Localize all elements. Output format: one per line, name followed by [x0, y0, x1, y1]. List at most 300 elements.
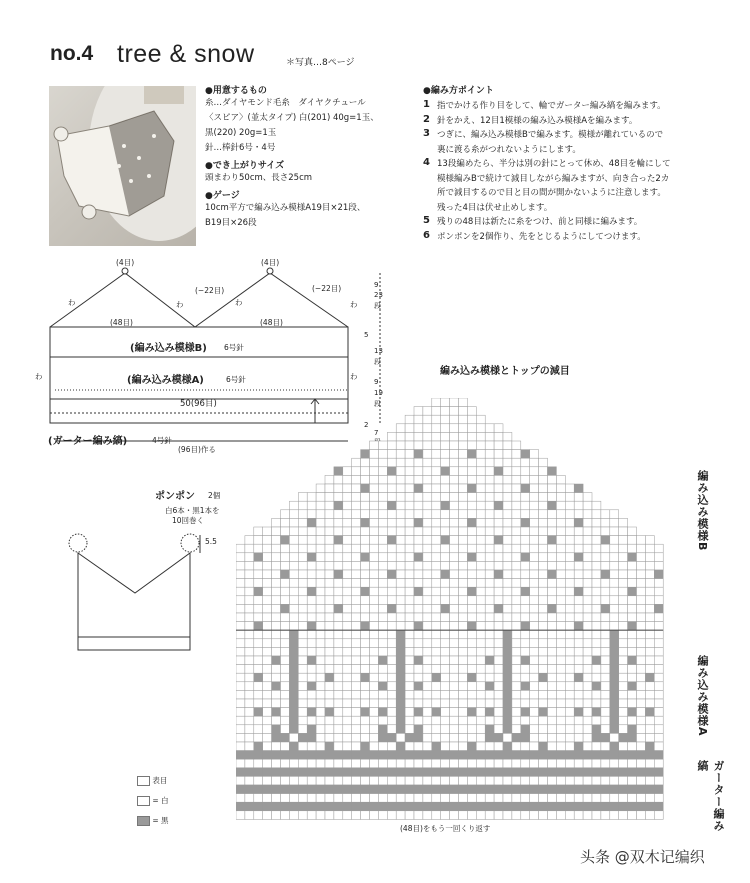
chart-cell	[521, 450, 530, 459]
chart-cell	[263, 802, 272, 811]
chart-cell	[610, 553, 619, 562]
chart-cell	[325, 776, 334, 785]
chart-cell	[583, 639, 592, 648]
chart-cell	[548, 647, 557, 656]
chart-cell	[361, 536, 370, 545]
chart-cell	[476, 587, 485, 596]
chart-cell	[601, 682, 610, 691]
chart-cell	[467, 553, 476, 562]
chart-cell	[432, 794, 441, 803]
chart-cell	[654, 579, 663, 588]
chart-cell	[423, 432, 432, 441]
chart-cell	[628, 725, 637, 734]
chart-cell	[485, 570, 494, 579]
chart-cell	[610, 690, 619, 699]
chart-cell	[610, 725, 619, 734]
chart-cell	[459, 776, 468, 785]
chart-cell	[298, 733, 307, 742]
chart-cell	[574, 682, 583, 691]
chart-cell	[396, 484, 405, 493]
chart-cell	[272, 570, 281, 579]
chart-cell	[352, 708, 361, 717]
chart-cell	[548, 794, 557, 803]
chart-cell	[654, 794, 663, 803]
chart-cell	[476, 785, 485, 794]
point-number: 5	[423, 215, 430, 226]
chart-cell	[298, 536, 307, 545]
chart-cell	[289, 811, 298, 820]
chart-cell	[583, 613, 592, 622]
chart-cell	[565, 673, 574, 682]
chart-cell	[414, 751, 423, 760]
chart-cell	[236, 725, 245, 734]
chart-cell	[539, 604, 548, 613]
chart-cell	[298, 639, 307, 648]
chart-cell	[450, 484, 459, 493]
chart-cell	[414, 776, 423, 785]
chart-cell	[530, 630, 539, 639]
chart-cell	[654, 613, 663, 622]
chart-cell	[387, 579, 396, 588]
chart-cell	[432, 544, 441, 553]
chart-cell	[494, 690, 503, 699]
chart-cell	[423, 699, 432, 708]
chart-cell	[637, 622, 646, 631]
chart-cell	[378, 518, 387, 527]
chart-cell	[521, 493, 530, 502]
chart-cell	[467, 441, 476, 450]
chart-cell	[343, 613, 352, 622]
chart-cell	[503, 622, 512, 631]
chart-cell	[343, 725, 352, 734]
chart-cell	[352, 475, 361, 484]
chart-cell	[423, 776, 432, 785]
chart-cell	[414, 682, 423, 691]
chart-cell	[494, 708, 503, 717]
chart-cell	[378, 604, 387, 613]
chart-cell	[414, 536, 423, 545]
chart-cell	[414, 510, 423, 519]
chart-cell	[467, 630, 476, 639]
chart-cell	[601, 604, 610, 613]
chart-cell	[423, 639, 432, 648]
chart-cell	[503, 630, 512, 639]
chart-cell	[467, 811, 476, 820]
chart-cell	[387, 561, 396, 570]
chart-cell	[556, 751, 565, 760]
chart-cell	[441, 570, 450, 579]
chart-cell	[450, 785, 459, 794]
chart-cell	[592, 716, 601, 725]
chart-cell	[556, 776, 565, 785]
chart-cell	[405, 510, 414, 519]
chart-cell	[485, 759, 494, 768]
chart-cell	[521, 690, 530, 699]
chart-cell	[610, 647, 619, 656]
chart-cell	[378, 587, 387, 596]
chart-cell	[565, 622, 574, 631]
chart-cell	[610, 733, 619, 742]
chart-cell	[289, 708, 298, 717]
chart-cell	[423, 622, 432, 631]
chart-cell	[387, 501, 396, 510]
chart-cell	[370, 665, 379, 674]
chart-cell	[574, 553, 583, 562]
chart-cell	[334, 802, 343, 811]
chart-cell	[512, 708, 521, 717]
dimension-label: 13	[374, 347, 383, 355]
chart-cell	[396, 673, 405, 682]
chart-cell	[325, 544, 334, 553]
chart-cell	[619, 527, 628, 536]
dimension-label: 5	[364, 331, 369, 339]
chart-cell	[236, 811, 245, 820]
chart-cell	[503, 699, 512, 708]
chart-cell	[539, 510, 548, 519]
chart-cell	[405, 699, 414, 708]
chart-cell	[645, 708, 654, 717]
chart-cell	[459, 794, 468, 803]
chart-cell	[601, 785, 610, 794]
chart-cell	[530, 708, 539, 717]
chart-cell	[574, 785, 583, 794]
chart-cell	[307, 647, 316, 656]
chart-cell	[548, 596, 557, 605]
chart-cell	[574, 768, 583, 777]
chart-cell	[325, 553, 334, 562]
chart-cell	[405, 587, 414, 596]
chart-cell	[423, 579, 432, 588]
chart-cell	[378, 699, 387, 708]
chart-cell	[441, 613, 450, 622]
chart-cell	[485, 716, 494, 725]
chart-cell	[645, 785, 654, 794]
chart-cell	[556, 785, 565, 794]
chart-cell	[352, 673, 361, 682]
chart-cell	[494, 716, 503, 725]
chart-cell	[512, 510, 521, 519]
chart-cell	[254, 682, 263, 691]
chart-cell	[628, 544, 637, 553]
dimension-label: 19	[374, 389, 383, 397]
chart-cell	[530, 647, 539, 656]
chart-cell	[289, 802, 298, 811]
chart-cell	[467, 604, 476, 613]
chart-cell	[334, 708, 343, 717]
chart-cell	[423, 424, 432, 433]
chart-cell	[325, 570, 334, 579]
chart-cell	[574, 639, 583, 648]
chart-cell	[459, 553, 468, 562]
chart-cell	[361, 811, 370, 820]
chart-cell	[548, 673, 557, 682]
chart-cell	[637, 811, 646, 820]
chart-cell	[530, 665, 539, 674]
chart-cell	[521, 553, 530, 562]
chart-cell	[387, 716, 396, 725]
chart-cell	[521, 527, 530, 536]
chart-cell	[485, 510, 494, 519]
chart-cell	[378, 570, 387, 579]
chart-cell	[263, 673, 272, 682]
chart-cell	[583, 510, 592, 519]
chart-cell	[530, 518, 539, 527]
chart-cell	[503, 536, 512, 545]
chart-cell	[476, 561, 485, 570]
chart-cell	[432, 475, 441, 484]
chart-cell	[378, 630, 387, 639]
chart-cell	[325, 802, 334, 811]
chart-cell	[645, 716, 654, 725]
chart-cell	[361, 785, 370, 794]
chart-cell	[459, 467, 468, 476]
chart-cell	[521, 751, 530, 760]
chart-cell	[405, 673, 414, 682]
chart-cell	[556, 733, 565, 742]
chart-cell	[387, 682, 396, 691]
chart-cell	[494, 467, 503, 476]
chart-cell	[476, 742, 485, 751]
loop-mark: わ	[350, 300, 358, 309]
chart-cell	[325, 587, 334, 596]
chart-cell	[316, 751, 325, 760]
chart-cell	[565, 665, 574, 674]
chart-cell	[485, 441, 494, 450]
chart-cell	[601, 725, 610, 734]
chart-cell	[583, 699, 592, 708]
chart-cell	[387, 639, 396, 648]
chart-cell	[298, 699, 307, 708]
point-item	[423, 230, 743, 245]
chart-cell	[387, 613, 396, 622]
chart-cell	[325, 665, 334, 674]
chart-cell	[539, 647, 548, 656]
chart-cell	[289, 656, 298, 665]
chart-cell	[556, 768, 565, 777]
chart-cell	[236, 768, 245, 777]
chart-cell	[281, 759, 290, 768]
chart-cell	[441, 690, 450, 699]
chart-cell	[556, 544, 565, 553]
chart-cell	[414, 699, 423, 708]
knitting-points	[423, 83, 743, 244]
chart-cell	[405, 579, 414, 588]
chart-cell	[459, 682, 468, 691]
chart-cell	[619, 690, 628, 699]
chart-cell	[637, 553, 646, 562]
chart-cell	[325, 647, 334, 656]
chart-cell	[298, 751, 307, 760]
chart-cell	[432, 493, 441, 502]
chart-cell	[298, 596, 307, 605]
chart-cell	[423, 467, 432, 476]
chart-cell	[610, 587, 619, 596]
chart-cell	[298, 604, 307, 613]
chart-cell	[361, 484, 370, 493]
chart-cell	[334, 604, 343, 613]
chart-cell	[236, 716, 245, 725]
chart-cell	[530, 622, 539, 631]
chart-cell	[645, 656, 654, 665]
chart-cell	[512, 570, 521, 579]
point-text: ポンポンを2個作り、先をとじるようにしてつけます。	[437, 231, 646, 242]
chart-cell	[343, 811, 352, 820]
chart-cell	[610, 802, 619, 811]
chart-cell	[628, 802, 637, 811]
chart-cell	[343, 647, 352, 656]
chart-cell	[539, 690, 548, 699]
chart-cell	[494, 501, 503, 510]
chart-cell	[654, 665, 663, 674]
chart-cell	[494, 759, 503, 768]
chart-cell	[281, 570, 290, 579]
chart-cell	[583, 802, 592, 811]
chart-cell	[414, 450, 423, 459]
chart-cell	[583, 553, 592, 562]
chart-cell	[476, 776, 485, 785]
chart-cell	[387, 432, 396, 441]
chart-cell	[414, 475, 423, 484]
chart-cell	[610, 527, 619, 536]
chart-cell	[432, 561, 441, 570]
chart-cell	[619, 536, 628, 545]
chart-cell	[316, 639, 325, 648]
chart-cell	[485, 802, 494, 811]
chart-cell	[254, 630, 263, 639]
chart-cell	[432, 776, 441, 785]
chart-cell	[467, 656, 476, 665]
chart-cell	[503, 673, 512, 682]
chart-cell	[272, 682, 281, 691]
chart-cell	[370, 604, 379, 613]
chart-cell	[263, 587, 272, 596]
chart-cell	[637, 794, 646, 803]
chart-cell	[637, 768, 646, 777]
chart-cell	[494, 656, 503, 665]
chart-cell	[316, 604, 325, 613]
chart-cell	[272, 553, 281, 562]
chart-cell	[236, 785, 245, 794]
chart-cell	[476, 467, 485, 476]
chart-cell	[619, 708, 628, 717]
materials-line: 針…棒針6号・4号	[205, 143, 276, 153]
chart-cell	[592, 536, 601, 545]
chart-cell	[405, 733, 414, 742]
chart-cell	[441, 596, 450, 605]
chart-cell	[289, 776, 298, 785]
chart-cell	[423, 733, 432, 742]
chart-cell	[601, 527, 610, 536]
chart-cell	[556, 690, 565, 699]
chart-cell	[361, 630, 370, 639]
chart-cell	[654, 544, 663, 553]
chart-cell	[289, 733, 298, 742]
chart-cell	[396, 708, 405, 717]
chart-cell	[512, 527, 521, 536]
chart-cell	[512, 536, 521, 545]
chart-cell	[352, 467, 361, 476]
half-stitches-left: (48目)	[110, 318, 133, 327]
chart-cell	[361, 544, 370, 553]
chart-cell	[521, 759, 530, 768]
chart-cell	[370, 656, 379, 665]
chart-cell	[494, 441, 503, 450]
chart-cell	[343, 510, 352, 519]
chart-cell	[628, 536, 637, 545]
chart-cell	[316, 501, 325, 510]
chart-cell	[574, 604, 583, 613]
chart-cell	[245, 708, 254, 717]
chart-cell	[289, 768, 298, 777]
chart-cell	[405, 493, 414, 502]
chart-cell	[521, 647, 530, 656]
chart-cell	[503, 596, 512, 605]
chart-cell	[289, 630, 298, 639]
chart-cell	[307, 673, 316, 682]
chart-cell	[423, 759, 432, 768]
chart-cell	[370, 622, 379, 631]
chart-cell	[378, 673, 387, 682]
chart-cell	[334, 613, 343, 622]
chart-cell	[396, 794, 405, 803]
chart-cell	[432, 553, 441, 562]
chart-cell	[352, 699, 361, 708]
chart-cell	[476, 570, 485, 579]
pompom-title: ポンポン	[155, 491, 195, 502]
chart-cell	[619, 630, 628, 639]
chart-cell	[521, 665, 530, 674]
chart-cell	[361, 716, 370, 725]
chart-cell	[414, 673, 423, 682]
chart-cell	[432, 415, 441, 424]
chart-cell	[378, 475, 387, 484]
chart-cell	[521, 579, 530, 588]
chart-cell	[628, 776, 637, 785]
chart-cell	[441, 544, 450, 553]
chart-cell	[503, 811, 512, 820]
chart-cell	[361, 622, 370, 631]
chart-cell	[530, 493, 539, 502]
chart-cell	[637, 639, 646, 648]
chart-cell	[361, 467, 370, 476]
chart-cell	[512, 561, 521, 570]
chart-cell	[467, 622, 476, 631]
chart-cell	[298, 768, 307, 777]
chart-cell	[441, 725, 450, 734]
chart-cell	[592, 647, 601, 656]
chart-cell	[645, 768, 654, 777]
chart-cell	[503, 501, 512, 510]
chart-cell	[450, 432, 459, 441]
chart-cell	[530, 759, 539, 768]
chart-cell	[378, 553, 387, 562]
chart-cell	[307, 742, 316, 751]
chart-cell	[334, 639, 343, 648]
dimension-label: 段	[374, 400, 381, 408]
chart-cell	[503, 742, 512, 751]
chart-cell	[494, 424, 503, 433]
chart-cell	[628, 682, 637, 691]
chart-cell	[556, 794, 565, 803]
chart-cell	[289, 751, 298, 760]
chart-cell	[254, 768, 263, 777]
chart-cell	[521, 716, 530, 725]
chart-cell	[298, 493, 307, 502]
chart-cell	[423, 518, 432, 527]
dimension-label: 9	[374, 281, 379, 289]
chart-cell	[441, 630, 450, 639]
chart-cell	[414, 527, 423, 536]
